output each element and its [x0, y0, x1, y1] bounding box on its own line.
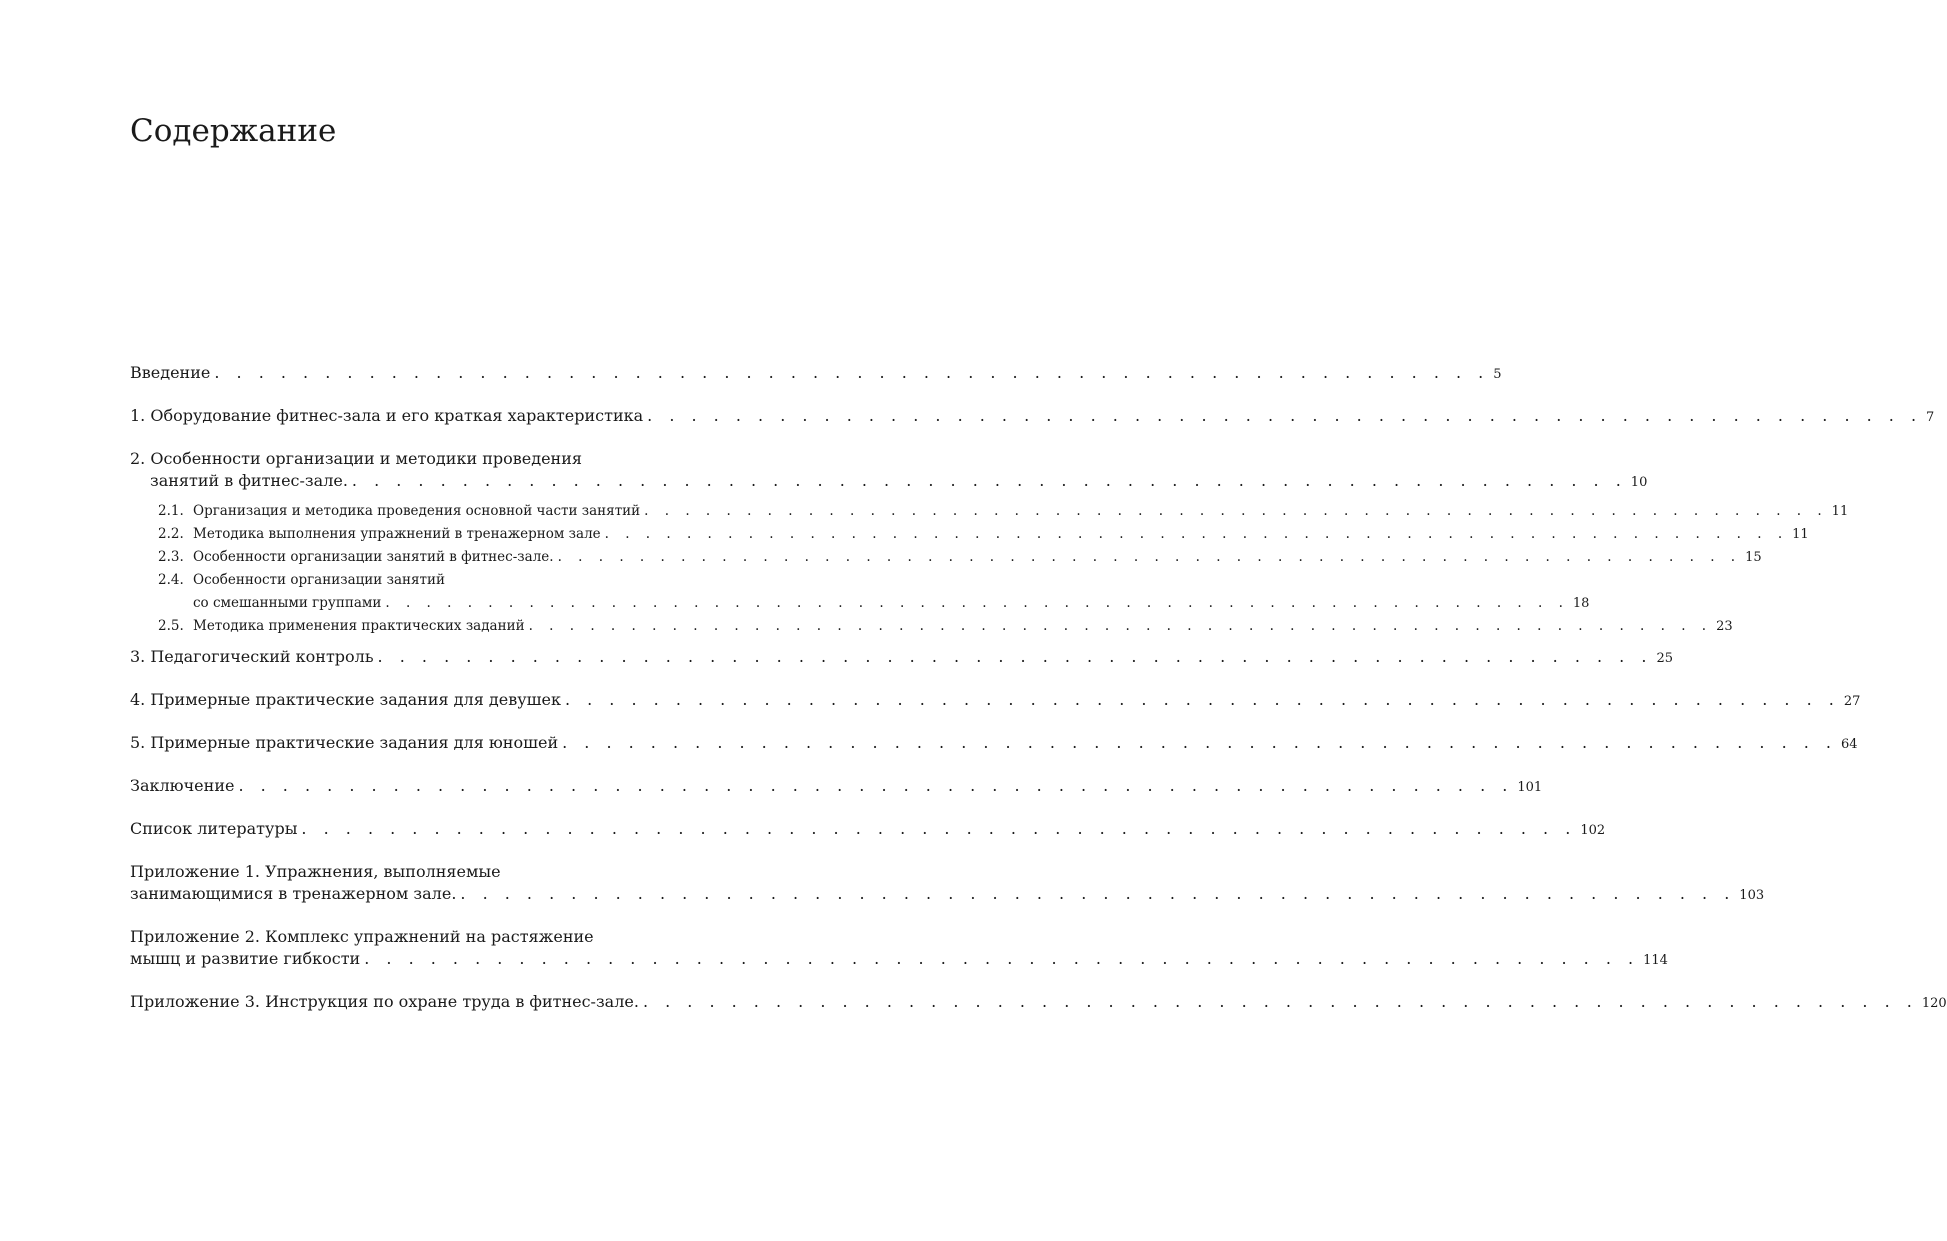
toc-page-number: 27	[1843, 694, 1861, 709]
toc-entry-text: Приложение 3. Инструкция по охране труда в фитнес-зале.	[130, 992, 639, 1011]
toc-entry-section-2-5[interactable]	[158, 615, 1733, 638]
dot-leader: . . . . . . . . . . . . . . . . . . . . . . . . . . . . . . . . . . . . . . . . . . . . . . . . . . . . . . . . . .	[604, 526, 1789, 542]
toc-entry-conclusion[interactable]	[130, 775, 1543, 799]
toc-entry-text: Методика применения практических заданий	[193, 618, 525, 634]
toc-entry-text-line2: занятий в фитнес-зале.	[150, 471, 348, 490]
toc-entry-section-2-3[interactable]	[158, 546, 1762, 569]
toc-entry-chapter-1[interactable]	[130, 405, 1935, 429]
dot-leader: . . . . . . . . . . . . . . . . . . . . . . . . . . . . . . . . . . . . . . . . . . . . . . . . . . . . . . . . . .	[364, 949, 1640, 968]
section-number: 2.4.	[158, 572, 184, 588]
toc-page-number: 102	[1580, 823, 1606, 838]
toc-entry-text: 3. Педагогический контроль	[130, 647, 374, 666]
dot-leader: . . . . . . . . . . . . . . . . . . . . . . . . . . . . . . . . . . . . . . . . . . . . . . . . . . . . . . . . . .	[460, 884, 1736, 903]
page-title: Содержание	[130, 113, 337, 149]
toc-entry-text: 5. Примерные практические задания для юношей	[130, 733, 559, 752]
toc-entry-section-2-2[interactable]	[158, 523, 1809, 546]
toc-page-number: 11	[1831, 504, 1849, 519]
toc-entry-text: 1. Оборудование фитнес-зала и его краткая характеристика	[130, 406, 644, 425]
dot-leader: . . . . . . . . . . . . . . . . . . . . . . . . . . . . . . . . . . . . . . . . . . . . . . . . . . . . . . . . . .	[385, 595, 1569, 611]
toc-page-number: 7	[1926, 410, 1935, 425]
dot-leader: . . . . . . . . . . . . . . . . . . . . . . . . . . . . . . . . . . . . . . . . . . . . . . . . . . . . . . . . . .	[557, 549, 1742, 565]
toc-page-number: 10	[1630, 475, 1648, 490]
dot-leader: . . . . . . . . . . . . . . . . . . . . . . . . . . . . . . . . . . . . . . . . . . . . . . . . . . . . . . . . . .	[644, 503, 1828, 519]
toc-entry-intro[interactable]	[130, 362, 1502, 386]
toc-entry-text: 4. Примерные практические задания для девушек	[130, 690, 561, 709]
section-number: 2.2.	[158, 526, 184, 542]
toc-entry-text: Список литературы	[130, 819, 298, 838]
toc-entry-appendix-3[interactable]	[130, 991, 1947, 1015]
toc-page-number: 101	[1517, 780, 1543, 795]
toc-entry-chapter-3[interactable]	[130, 646, 1673, 670]
toc-subsections	[130, 500, 1849, 638]
toc-page-number: 15	[1745, 550, 1762, 565]
dot-leader: . . . . . . . . . . . . . . . . . . . . . . . . . . . . . . . . . . . . . . . . . . . . . . . . . . . . . . . . . .	[562, 733, 1837, 752]
dot-leader: . . . . . . . . . . . . . . . . . . . . . . . . . . . . . . . . . . . . . . . . . . . . . . . . . . . . . . . . . .	[214, 363, 1490, 382]
toc-page-number: 103	[1739, 888, 1765, 903]
toc-entry-chapter-4[interactable]	[130, 689, 1861, 713]
toc-entry-literature[interactable]	[130, 818, 1606, 842]
toc-page-number: 64	[1841, 737, 1858, 752]
toc-entry-section-2-1[interactable]	[158, 500, 1849, 523]
dot-leader: . . . . . . . . . . . . . . . . . . . . . . . . . . . . . . . . . . . . . . . . . . . . . . . . . . . . . . . . . .	[301, 819, 1577, 838]
toc-entry-text: Введение	[130, 363, 211, 382]
toc-entry-text: Особенности организации занятий в фитнес-зале.	[193, 549, 554, 565]
toc-entry-text-line2: со смешанными группами	[193, 595, 382, 611]
section-number: 2.1.	[158, 503, 184, 519]
toc-entry-text: Заключение	[130, 776, 235, 795]
dot-leader: . . . . . . . . . . . . . . . . . . . . . . . . . . . . . . . . . . . . . . . . . . . . . . . . . . . . . . . . . .	[528, 618, 1713, 634]
toc-page-number: 114	[1643, 953, 1668, 968]
toc-entry-text-line1: 2. Особенности организации и методики проведения	[130, 449, 582, 468]
section-number: 2.5.	[158, 618, 184, 634]
section-number: 2.3.	[158, 549, 184, 565]
dot-leader: . . . . . . . . . . . . . . . . . . . . . . . . . . . . . . . . . . . . . . . . . . . . . . . . . . . . . . . . . .	[377, 647, 1653, 666]
toc-entry-text-line2: занимающимися в тренажерном зале.	[130, 884, 457, 903]
toc-entry-chapter-2[interactable]	[130, 448, 1648, 494]
toc-entry-text-line2: мышц и развитие гибкости	[130, 949, 361, 968]
dot-leader: . . . . . . . . . . . . . . . . . . . . . . . . . . . . . . . . . . . . . . . . . . . . . . . . . . . . . . . . . .	[642, 992, 1918, 1011]
toc-page-number: 18	[1572, 596, 1590, 611]
dot-leader: . . . . . . . . . . . . . . . . . . . . . . . . . . . . . . . . . . . . . . . . . . . . . . . . . . . . . . . . . .	[564, 690, 1840, 709]
toc-entry-chapter-5[interactable]	[130, 732, 1858, 756]
table-of-contents	[130, 362, 1947, 1015]
toc-page-number: 5	[1493, 367, 1502, 382]
toc-page-number: 11	[1792, 527, 1809, 542]
toc-entry-text-line1: Приложение 1. Упражнения, выполняемые	[130, 862, 501, 881]
toc-entry-text: Методика выполнения упражнений в тренажерном зале	[193, 526, 601, 542]
toc-page-number: 120	[1921, 996, 1947, 1011]
toc-entry-text-line1: Приложение 2. Комплекс упражнений на растяжение	[130, 927, 594, 946]
toc-page-number: 25	[1656, 651, 1673, 666]
dot-leader: . . . . . . . . . . . . . . . . . . . . . . . . . . . . . . . . . . . . . . . . . . . . . . . . . . . . . . . . . .	[647, 406, 1923, 425]
dot-leader: . . . . . . . . . . . . . . . . . . . . . . . . . . . . . . . . . . . . . . . . . . . . . . . . . . . . . . . . . .	[238, 776, 1514, 795]
toc-entry-text: Организация и методика проведения основной части занятий	[193, 503, 641, 519]
toc-entry-appendix-2[interactable]	[130, 926, 1668, 972]
toc-entry-appendix-1[interactable]	[130, 861, 1765, 907]
toc-entry-text-line1: Особенности организации занятий	[193, 572, 445, 588]
toc-page-number: 23	[1716, 619, 1733, 634]
dot-leader: . . . . . . . . . . . . . . . . . . . . . . . . . . . . . . . . . . . . . . . . . . . . . . . . . . . . . . . . . .	[351, 471, 1627, 490]
toc-entry-section-2-4[interactable]	[158, 569, 1590, 615]
